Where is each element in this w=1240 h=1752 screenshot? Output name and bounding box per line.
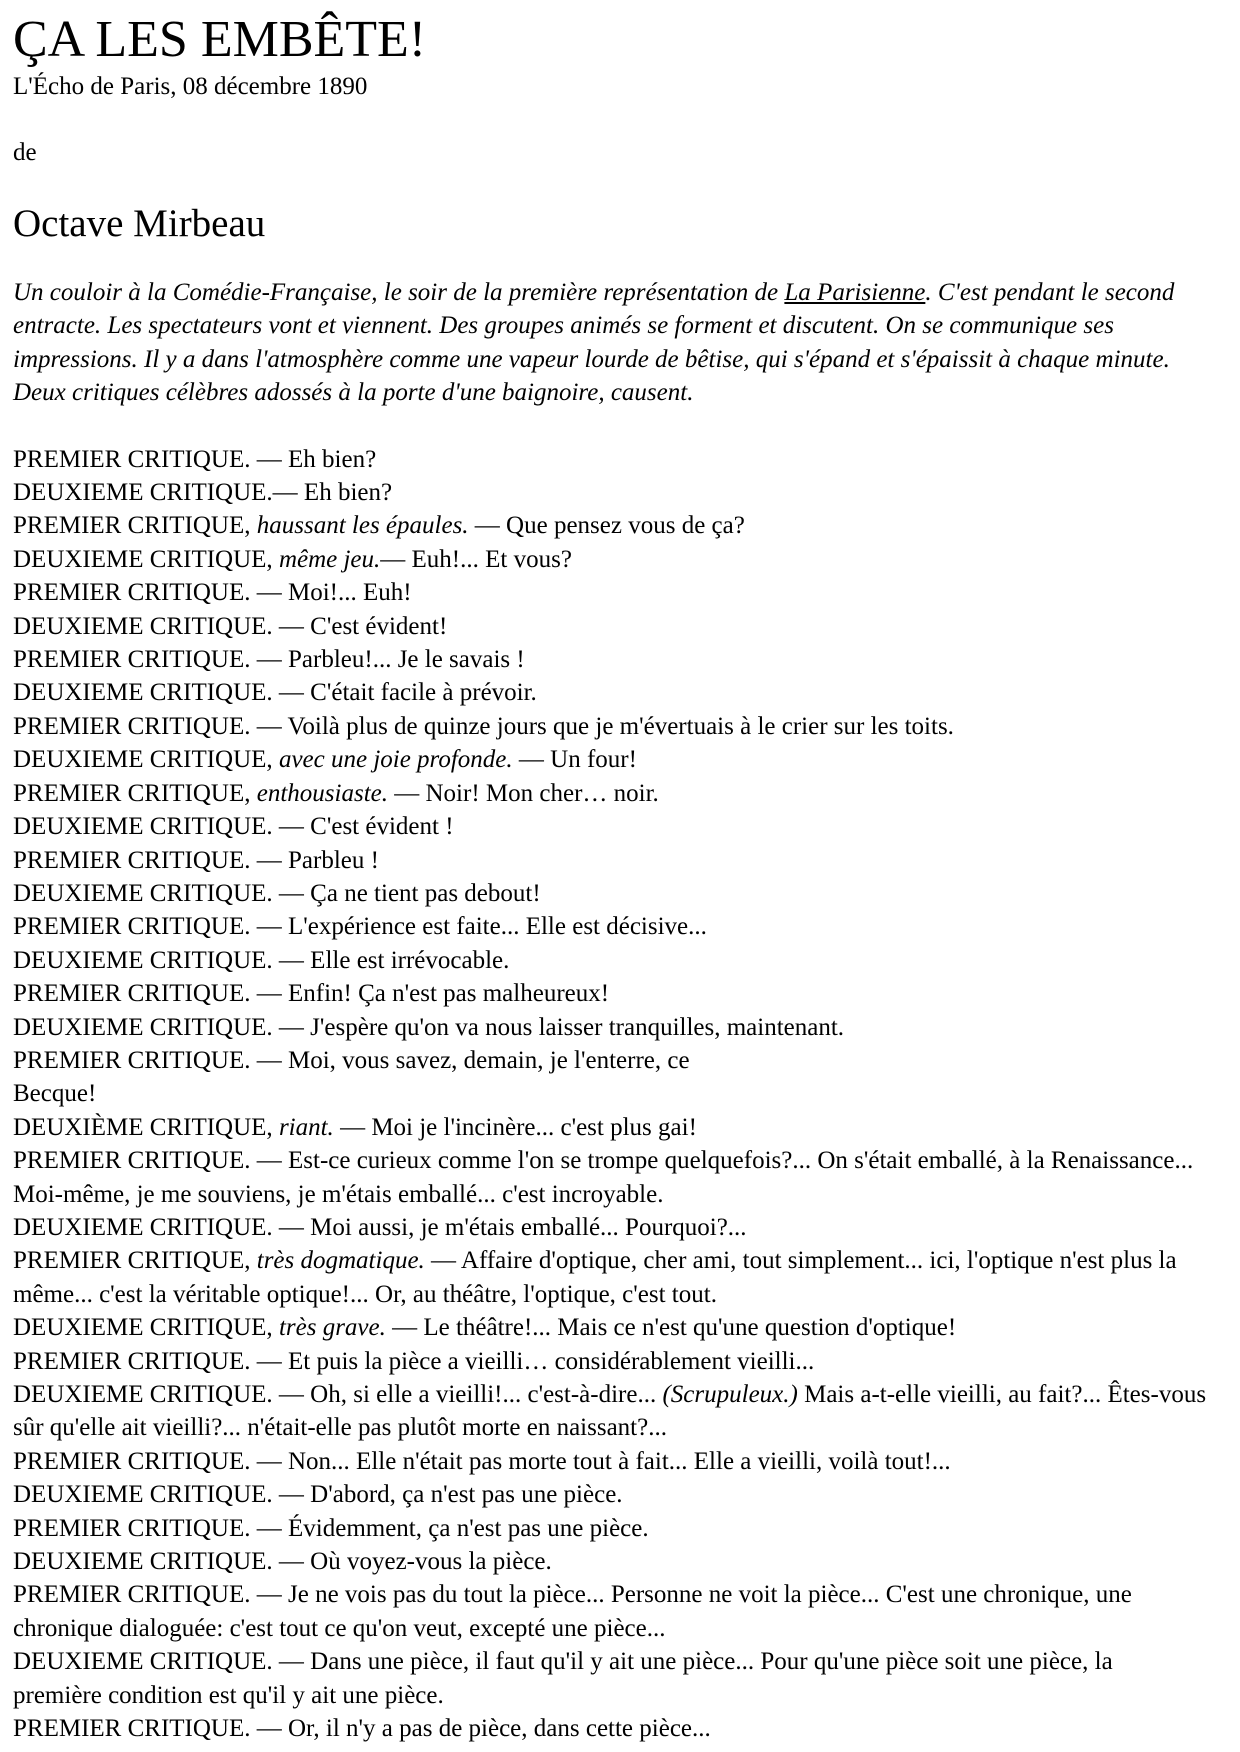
dialogue-speech: PREMIER CRITIQUE. — Est-ce curieux comme l'on se trompe quelquefois?... On s'était emballé, à la Renaissance... Moi-même, je me souviens, je m'étais emballé... c'est incroyable. [13, 1147, 1194, 1208]
dialogue-speech: DEUXIEME CRITIQUE. — C'est évident! [13, 612, 448, 640]
dialogue-line [13, 1645, 1207, 1712]
dialogue-line [13, 1712, 1207, 1745]
dialogue-line [13, 1011, 1207, 1044]
dialogue-speech: PREMIER CRITIQUE. — Moi!... Euh! [13, 579, 412, 607]
dialogue-line [13, 944, 1207, 977]
dialogue-line [13, 810, 1207, 843]
dialogue-speech: PREMIER CRITIQUE, [13, 779, 257, 807]
stage-direction-intro [13, 276, 1227, 410]
dialogue-line [13, 977, 1207, 1010]
dialogue-speech: PREMIER CRITIQUE. — Non... Elle n'était pas morte tout à fait... Elle a vieilli, voilà tout!... [13, 1447, 951, 1475]
intro-text-end: . C'est pendant le second entracte. Les spectateurs vont et viennent. Des groupes animés se forment et discutent. On se communique ses impressions. Il y a dans l'atmosphère comme une vapeur lourde de bêtise, qui s'épand et s'épaissit à chaque minute. Deux critiques célèbres adossés à la porte d'une baignoire, causent. [13, 279, 1175, 407]
dialogue-speech: DEUXIEME CRITIQUE, [13, 746, 279, 774]
dialogue-line [13, 777, 1207, 810]
dialogue-line [13, 610, 1207, 643]
dialogue-line [13, 1044, 1207, 1077]
dialogue-speech-rest: — Le théâtre!... Mais ce n'est qu'une question d'optique! [385, 1314, 957, 1342]
dialogue-line [13, 1244, 1207, 1311]
publication-source: L'Écho de Paris, 08 décembre 1890 [13, 73, 368, 100]
stage-direction: riant. [278, 1113, 334, 1141]
dialogue-line [13, 877, 1207, 910]
dialogue-speech: PREMIER CRITIQUE, [13, 512, 257, 540]
dialogue-line [13, 1445, 1207, 1478]
author-name: Octave Mirbeau [13, 202, 266, 245]
play-title-link[interactable]: La Parisienne [784, 279, 926, 306]
dialogue-speech: DEUXIEME CRITIQUE. — Dans une pièce, il faut qu'il y ait une pièce... Pour qu'une pièce soit une pièce, la première condition est qu'il y ait une pièce. [13, 1648, 1113, 1709]
dialogue-line [13, 1578, 1207, 1645]
dialogue-speech: PREMIER CRITIQUE, [13, 1247, 257, 1275]
dialogue-line [13, 1311, 1207, 1344]
stage-direction: haussant les épaules. [256, 512, 469, 540]
dialogue-line [13, 1077, 1207, 1110]
dialogue-line [13, 1478, 1207, 1511]
dialogue-speech: DEUXIEME CRITIQUE. — Ça ne tient pas debout! [13, 879, 541, 907]
dialogue-speech-rest: — Moi je l'incinère... c'est plus gai! [333, 1113, 697, 1141]
dialogue-speech: DEUXIEME CRITIQUE, [13, 545, 279, 573]
page-title: ÇA LES EMBÊTE! [13, 11, 427, 68]
dialogue-speech: PREMIER CRITIQUE. — Moi, vous savez, demain, je l'enterre, ce [13, 1046, 690, 1074]
dialogue-speech: DEUXIEME CRITIQUE. — Où voyez-vous la pièce. [13, 1548, 552, 1576]
dialogue-speech: DEUXIÈME CRITIQUE, [13, 1113, 279, 1141]
dialogue-speech-rest: — Que pensez vous de ça? [468, 512, 745, 540]
dialogue-speech: DEUXIEME CRITIQUE. — Moi aussi, je m'étais emballé... Pourquoi?... [13, 1213, 747, 1241]
intro-text-start: Un couloir à la Comédie-Française, le soir de la première représentation de [13, 279, 785, 306]
dialogue-line [13, 643, 1207, 676]
dialogue-speech: PREMIER CRITIQUE. — Or, il n'y a pas de pièce, dans cette pièce... [13, 1715, 711, 1743]
dialogue-line [13, 743, 1207, 776]
dialogue-line [13, 1545, 1207, 1578]
dialogue-line [13, 443, 1207, 476]
dialogue-speech: DEUXIEME CRITIQUE, [13, 1314, 279, 1342]
dialogue-speech: PREMIER CRITIQUE. — Voilà plus de quinze jours que je m'évertuais à le crier sur les toits. [13, 712, 954, 740]
dialogue-speech: PREMIER CRITIQUE. — Parbleu ! [13, 846, 379, 874]
dialogue-line [13, 1144, 1207, 1211]
dialogue-speech: DEUXIEME CRITIQUE. — Elle est irrévocable. [13, 946, 510, 974]
dialogue-speech: PREMIER CRITIQUE. — Évidemment, ça n'est pas une pièce. [13, 1514, 649, 1542]
dialogue-speech: PREMIER CRITIQUE. — Enfin! Ça n'est pas malheureux! [13, 980, 610, 1008]
stage-direction: avec une joie profonde. [278, 746, 513, 774]
dialogue-speech: PREMIER CRITIQUE. — L'expérience est faite... Elle est décisive... [13, 913, 707, 941]
stage-direction: enthousiaste. [256, 779, 388, 807]
dialogue-line [13, 509, 1207, 542]
dialogue-line [13, 710, 1207, 743]
dialogue-speech: DEUXIEME CRITIQUE. — Oh, si elle a vieilli!... c'est-à-dire... [13, 1381, 663, 1408]
dialogue-line [13, 844, 1207, 877]
dialogue-speech-rest: Mais a-t-elle vieilli, au fait?... Êtes-vous sûr qu'elle ait vieilli?... n'était-elle pas plutôt morte en naissant?... [13, 1381, 1207, 1442]
dialogue-speech: PREMIER CRITIQUE. — Parbleu!... Je le savais ! [13, 646, 525, 674]
dialogue-line [13, 1211, 1207, 1244]
dialogue-speech: DEUXIEME CRITIQUE. — D'abord, ça n'est pas une pièce. [13, 1481, 623, 1509]
dialogue-line [13, 543, 1207, 576]
dialogue-speech-rest: — Un four! [512, 746, 637, 774]
stage-direction: très dogmatique. [256, 1247, 425, 1275]
dialogue-line [13, 910, 1207, 943]
dialogue-line [13, 1111, 1207, 1144]
dialogue-line [13, 676, 1207, 709]
stage-direction: (Scrupuleux.) [662, 1381, 798, 1408]
dialogue-speech: PREMIER CRITIQUE. — Et puis la pièce a vieilli… considérablement vieilli... [13, 1347, 815, 1375]
stage-direction: même jeu. [278, 545, 381, 573]
byline-de: de [13, 139, 37, 166]
stage-direction: très grave. [278, 1314, 386, 1342]
dialogue-speech: DEUXIEME CRITIQUE. — C'était facile à prévoir. [13, 679, 537, 707]
dialogue-speech-rest: — Affaire d'optique, cher ami, tout simplement... ici, l'optique n'est plus la même... c'est la véritable optique!... Or, au théâtre, l'optique, c'est tout. [13, 1247, 1177, 1308]
dialogue-block [13, 443, 1227, 1746]
dialogue-speech-rest: — Euh!... Et vous? [380, 545, 572, 573]
dialogue-speech: DEUXIEME CRITIQUE.— Eh bien? [13, 479, 393, 507]
dialogue-line [13, 1378, 1207, 1445]
dialogue-speech: DEUXIEME CRITIQUE. — J'espère qu'on va nous laisser tranquilles, maintenant. [13, 1013, 845, 1041]
dialogue-speech: Becque! [13, 1080, 97, 1108]
dialogue-line [13, 576, 1207, 609]
dialogue-line [13, 476, 1207, 509]
dialogue-line [13, 1512, 1207, 1545]
dialogue-speech: DEUXIEME CRITIQUE. — C'est évident ! [13, 813, 454, 841]
dialogue-speech-rest: — Noir! Mon cher… noir. [388, 779, 659, 807]
dialogue-speech: PREMIER CRITIQUE. — Eh bien? [13, 445, 377, 473]
dialogue-line [13, 1345, 1207, 1378]
dialogue-speech: PREMIER CRITIQUE. — Je ne vois pas du tout la pièce... Personne ne voit la pièce... C'est une chronique, une chronique dialoguée: c'est tout ce qu'on veut, excepté une pièce... [13, 1581, 1132, 1642]
